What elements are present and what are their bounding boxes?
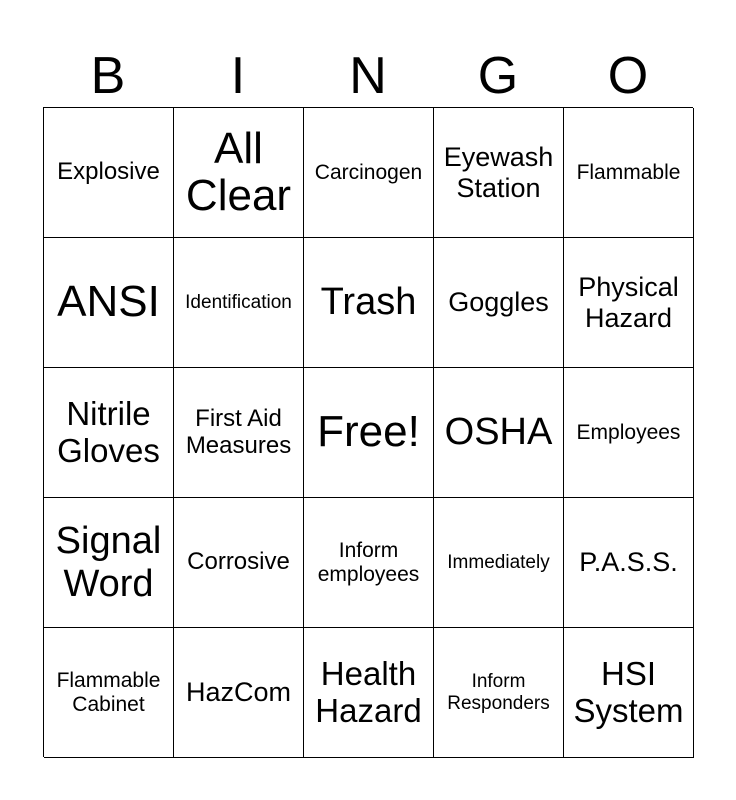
bingo-cell[interactable] [564, 498, 694, 628]
cell-label: Inform Responders [447, 671, 550, 714]
cell-label: Trash [320, 281, 417, 324]
cell-label: P.A.S.S. [579, 547, 678, 578]
cell-label: Eyewash Station [443, 142, 554, 203]
bingo-cell[interactable] [174, 108, 304, 238]
cell-label: HSI System [573, 654, 684, 729]
cell-label: Health Hazard [315, 654, 422, 729]
bingo-cell[interactable] [44, 498, 174, 628]
bingo-cell[interactable] [44, 368, 174, 498]
bingo-cell[interactable] [434, 368, 564, 498]
bingo-cell[interactable] [174, 368, 304, 498]
cell-label: OSHA [444, 411, 553, 454]
bingo-header [43, 44, 693, 108]
bingo-cell[interactable] [304, 108, 434, 238]
cell-label: Employees [576, 420, 681, 444]
header-letter-b: B [90, 47, 126, 105]
bingo-cell[interactable] [174, 498, 304, 628]
bingo-cell[interactable] [304, 498, 434, 628]
bingo-board [43, 107, 693, 757]
header-letter-o: O [607, 47, 649, 105]
bingo-cell[interactable] [434, 108, 564, 238]
header-letter-i: I [230, 47, 246, 105]
cell-label: Free! [317, 407, 420, 457]
bingo-cell[interactable] [174, 628, 304, 758]
bingo-cell[interactable] [564, 108, 694, 238]
bingo-cell[interactable] [44, 628, 174, 758]
bingo-cell[interactable] [44, 238, 174, 368]
cell-label: All Clear [185, 124, 292, 220]
cell-label: Flammable [576, 160, 681, 184]
bingo-cell[interactable] [564, 238, 694, 368]
bingo-cell[interactable] [304, 238, 434, 368]
cell-label: ANSI [57, 277, 160, 327]
bingo-cell[interactable] [434, 628, 564, 758]
cell-label: Corrosive [187, 548, 290, 576]
cell-label: First Aid Measures [185, 404, 292, 459]
bingo-cell[interactable] [174, 238, 304, 368]
bingo-cell[interactable] [564, 368, 694, 498]
cell-label: Signal Word [55, 519, 162, 605]
cell-label: Goggles [448, 287, 549, 318]
cell-label: Flammable Cabinet [56, 668, 161, 716]
cell-label: Physical Hazard [578, 272, 679, 333]
bingo-cell[interactable] [304, 628, 434, 758]
cell-label: HazCom [185, 677, 292, 708]
header-letter-g: G [477, 47, 519, 105]
cell-label: Identification [185, 291, 292, 313]
free-space-cell[interactable] [304, 368, 434, 498]
bingo-cell[interactable] [434, 498, 564, 628]
header-letter-n: N [349, 47, 387, 105]
cell-label: Nitrile Gloves [57, 394, 160, 469]
cell-label: Immediately [447, 551, 550, 573]
cell-label: Carcinogen [314, 160, 423, 184]
bingo-cell[interactable] [434, 238, 564, 368]
cell-label: Explosive [57, 158, 160, 186]
cell-label: Inform employees [317, 538, 420, 586]
bingo-cell[interactable] [44, 108, 174, 238]
bingo-cell[interactable] [564, 628, 694, 758]
